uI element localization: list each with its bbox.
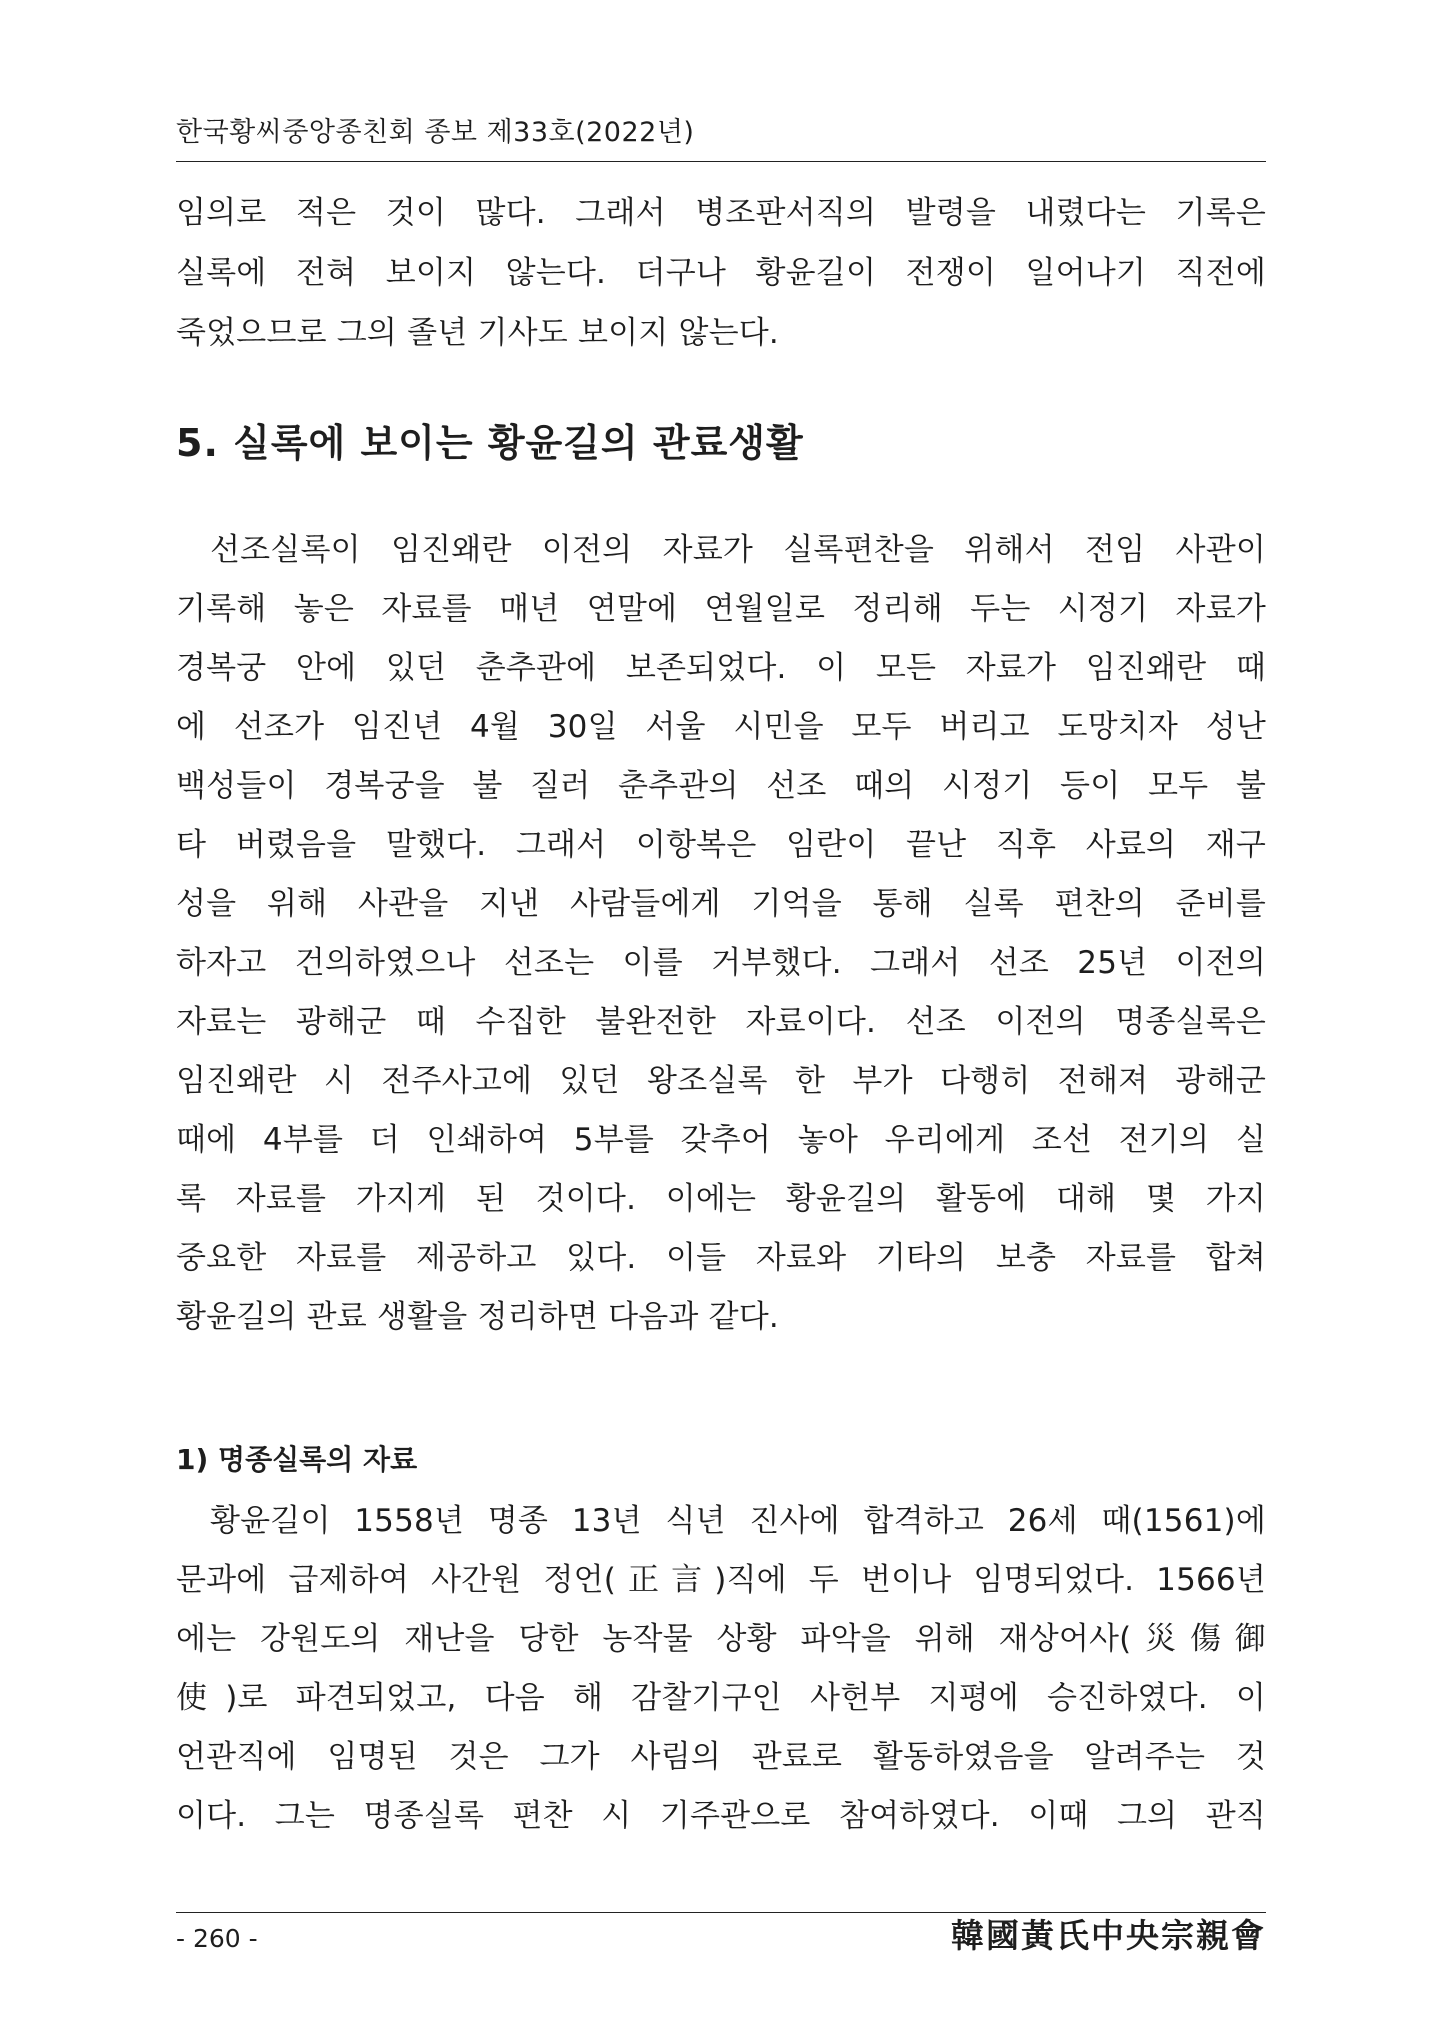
body-line: 황윤길의 관료 생활을 정리하면 다음과 같다. bbox=[176, 1299, 779, 1335]
body-line: 에 선조가 임진년 4월 30일 서울 시민을 모두 버리고 도망치자 성난 bbox=[176, 709, 1266, 745]
body-line: 때에 4부를 더 인쇄하여 5부를 갖추어 놓아 우리에게 조선 전기의 실 bbox=[176, 1122, 1266, 1158]
body-line: 이다. 그는 명종실록 편찬 시 기주관으로 참여하였다. 이때 그의 관직 bbox=[176, 1798, 1266, 1834]
body-line: 백성들이 경복궁을 불 질러 춘추관의 선조 때의 시정기 등이 모두 불 bbox=[176, 768, 1266, 804]
body-line: 선조실록이 임진왜란 이전의 자료가 실록편찬을 위해서 전임 사관이 bbox=[210, 532, 1266, 568]
body-line: 중요한 자료를 제공하고 있다. 이들 자료와 기타의 보충 자료를 합쳐 bbox=[176, 1240, 1266, 1276]
body-line: 성을 위해 사관을 지낸 사람들에게 기억을 통해 실록 편찬의 준비를 bbox=[176, 886, 1266, 922]
body-line: 使)로 파견되었고, 다음 해 감찰기구인 사헌부 지평에 승진하였다. 이 bbox=[176, 1680, 1266, 1716]
body-line: 자료는 광해군 때 수집한 불완전한 자료이다. 선조 이전의 명종실록은 bbox=[176, 1004, 1266, 1040]
body-line: 록 자료를 가지게 된 것이다. 이에는 황윤길의 활동에 대해 몇 가지 bbox=[176, 1181, 1266, 1217]
body-line: 문과에 급제하여 사간원 정언(正言)직에 두 번이나 임명되었다. 1566년 bbox=[176, 1562, 1266, 1598]
body-line: 황윤길이 1558년 명종 13년 식년 진사에 합격하고 26세 때(1561)에 bbox=[210, 1503, 1266, 1539]
footer-divider bbox=[176, 1912, 1266, 1913]
body-line: 죽었으므로 그의 졸년 기사도 보이지 않는다. bbox=[176, 315, 779, 351]
body-line: 기록해 놓은 자료를 매년 연말에 연월일로 정리해 두는 시정기 자료가 bbox=[176, 591, 1266, 627]
body-line: 에는 강원도의 재난을 당한 농작물 상황 파악을 위해 재상어사(災傷御 bbox=[176, 1621, 1266, 1657]
body-line: 경복궁 안에 있던 춘추관에 보존되었다. 이 모든 자료가 임진왜란 때 bbox=[176, 650, 1266, 686]
body-line: 실록에 전혀 보이지 않는다. 더구나 황윤길이 전쟁이 일어나기 직전에 bbox=[176, 255, 1266, 291]
body-line: 언관직에 임명된 것은 그가 사림의 관료로 활동하였음을 알려주는 것 bbox=[176, 1739, 1266, 1775]
running-header: 한국황씨중앙종친회 종보 제33호(2022년) bbox=[176, 117, 695, 148]
page-number: - 260 - bbox=[176, 1924, 258, 1953]
body-line: 임진왜란 시 전주사고에 있던 왕조실록 한 부가 다행히 전해져 광해군 bbox=[176, 1063, 1266, 1099]
organization-logo: 韓國黃氏中央宗親會 bbox=[951, 1916, 1266, 1955]
section-heading: 5. 실록에 보이는 황윤길의 관료생활 bbox=[176, 421, 804, 465]
document-page bbox=[176, 0, 1266, 2026]
header-divider bbox=[176, 161, 1266, 162]
body-line: 하자고 건의하였으나 선조는 이를 거부했다. 그래서 선조 25년 이전의 bbox=[176, 945, 1266, 981]
subsection-heading: 1) 명종실록의 자료 bbox=[176, 1443, 418, 1476]
body-line: 타 버렸음을 말했다. 그래서 이항복은 임란이 끝난 직후 사료의 재구 bbox=[176, 827, 1266, 863]
body-line: 임의로 적은 것이 많다. 그래서 병조판서직의 발령을 내렸다는 기록은 bbox=[176, 195, 1266, 231]
